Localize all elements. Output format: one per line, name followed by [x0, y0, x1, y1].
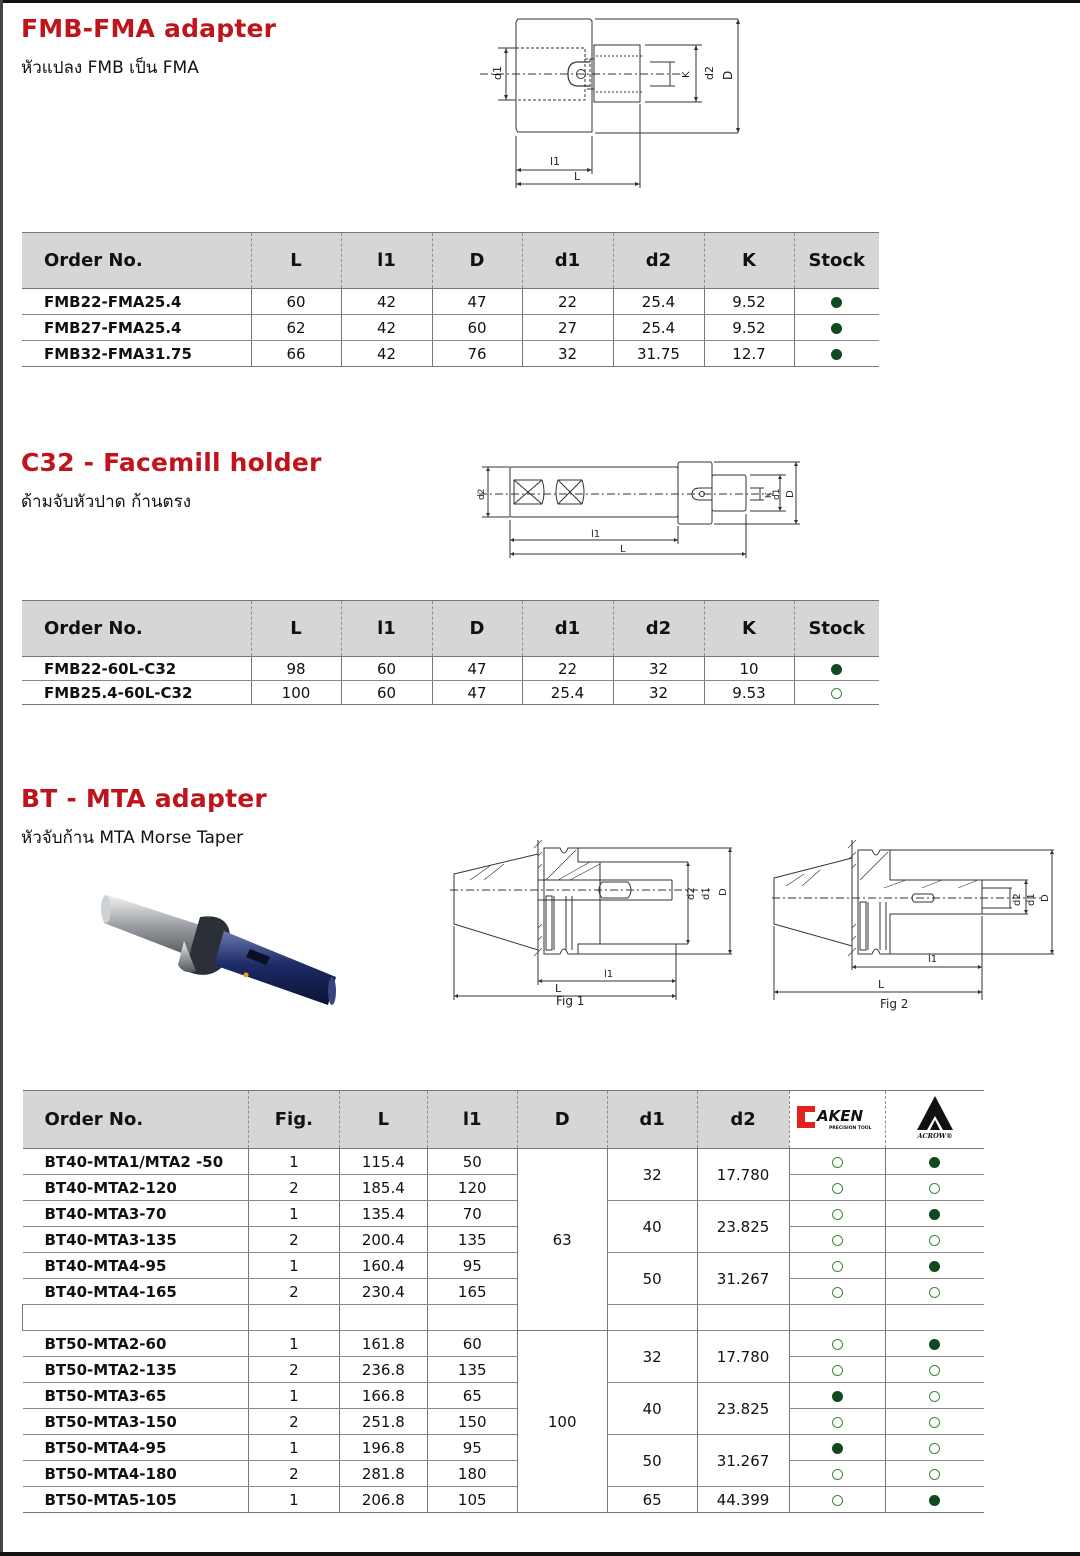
value-cell-k: 10	[704, 657, 794, 681]
drawing-label-d1: d1	[701, 887, 712, 900]
fig1-caption: Fig 1	[556, 994, 585, 1008]
stock-filled-circle-icon	[831, 323, 842, 334]
value-cell-l: 100	[251, 681, 341, 705]
stock-hollow-circle-icon	[929, 1235, 940, 1246]
value-cell-d1: 22	[522, 289, 613, 315]
table-header-row	[22, 233, 879, 289]
stock-hollow-circle-icon	[929, 1183, 940, 1194]
column-header-order-no-: Order No.	[22, 233, 251, 289]
stock-filled-circle-icon	[831, 349, 842, 360]
scan-border-bottom	[0, 1552, 1080, 1556]
stock-cell-caken	[789, 1149, 885, 1175]
column-header-stock: Stock	[794, 601, 879, 657]
value-cell-l: 60	[251, 289, 341, 315]
stock-cell-acrow	[885, 1331, 984, 1357]
stock-filled-circle-icon	[832, 1443, 843, 1454]
column-header-d: D	[517, 1091, 607, 1149]
stock-filled-circle-icon	[929, 1209, 940, 1220]
column-header-l: L	[251, 233, 341, 289]
stock-cell-acrow	[885, 1149, 984, 1175]
stock-cell-caken	[789, 1227, 885, 1253]
value-cell-l1: 135	[427, 1227, 517, 1253]
value-cell-fig: 2	[248, 1461, 339, 1487]
column-header-k: K	[704, 601, 794, 657]
table-row	[23, 1331, 985, 1357]
column-header-l1: l1	[341, 233, 432, 289]
order-number-cell: BT40-MTA4-95	[23, 1253, 249, 1279]
scan-border-top	[0, 0, 1080, 3]
drawing-label-L: L	[555, 982, 562, 995]
table-header-row	[22, 601, 879, 657]
value-cell-d2-merged: 44.399	[697, 1487, 789, 1513]
value-cell-l: 166.8	[339, 1383, 427, 1409]
drawing-label-d1: d1	[491, 66, 504, 80]
order-number-cell: BT50-MTA4-180	[23, 1461, 249, 1487]
bt-mta-product-photo	[100, 885, 340, 1015]
value-cell-l: 185.4	[339, 1175, 427, 1201]
value-cell-l: 135.4	[339, 1201, 427, 1227]
column-header-d2: d2	[697, 1091, 789, 1149]
brand-header-acrow	[885, 1091, 984, 1149]
spacer-cell-l1	[427, 1305, 517, 1331]
order-number-cell: BT50-MTA2-135	[23, 1357, 249, 1383]
drawing-label-D: D	[1040, 894, 1051, 902]
stock-cell-acrow	[885, 1175, 984, 1201]
table-row	[23, 1461, 985, 1487]
drawing-label-l1: l1	[550, 155, 561, 168]
spacer-cell-d1	[607, 1305, 697, 1331]
column-header-d1: d1	[522, 601, 613, 657]
value-cell-d2: 32	[613, 657, 704, 681]
value-cell-l1: 65	[427, 1383, 517, 1409]
table-row	[23, 1279, 985, 1305]
column-header-order-no-: Order No.	[22, 601, 251, 657]
section-subtitle-c32: ด้ามจับหัวปาด ก้านตรง	[21, 492, 192, 512]
value-cell-l: 66	[251, 341, 341, 367]
stock-hollow-circle-icon	[832, 1235, 843, 1246]
stock-hollow-circle-icon	[832, 1287, 843, 1298]
c32-technical-drawing	[474, 460, 804, 560]
value-cell-l1: 50	[427, 1149, 517, 1175]
value-cell-d1-merged: 50	[607, 1435, 697, 1487]
value-cell-k: 9.52	[704, 315, 794, 341]
table-row	[23, 1175, 985, 1201]
drawing-label-l1: l1	[928, 954, 938, 965]
drawing-label-L: L	[878, 978, 885, 991]
table-row	[23, 1253, 985, 1279]
value-cell-k: 9.53	[704, 681, 794, 705]
drawing-label-l1: l1	[604, 969, 614, 980]
order-number-cell: BT50-MTA5-105	[23, 1487, 249, 1513]
value-cell-d2: 25.4	[613, 315, 704, 341]
stock-cell-acrow	[885, 1383, 984, 1409]
column-header-l: L	[251, 601, 341, 657]
table-row	[23, 1383, 985, 1409]
stock-cell-caken	[789, 1383, 885, 1409]
drawing-label-d1: d1	[772, 488, 782, 500]
svg-text:AKEN: AKEN	[817, 1107, 864, 1125]
stock-cell-caken	[789, 1201, 885, 1227]
value-cell-fig: 1	[248, 1435, 339, 1461]
table-row	[22, 289, 879, 315]
stock-cell-caken	[789, 1409, 885, 1435]
stock-hollow-circle-icon	[832, 1183, 843, 1194]
stock-hollow-circle-icon	[832, 1417, 843, 1428]
value-cell-fig: 1	[248, 1383, 339, 1409]
value-cell-l: 62	[251, 315, 341, 341]
table-row	[22, 315, 879, 341]
fig2-caption: Fig 2	[880, 997, 909, 1011]
stock-filled-circle-icon	[929, 1339, 940, 1350]
spacer-cell-l	[339, 1305, 427, 1331]
bt-mta-fig2-drawing	[772, 840, 1057, 1015]
drawing-label-D: D	[785, 490, 796, 498]
stock-cell-caken	[789, 1487, 885, 1513]
order-number-cell: BT50-MTA3-65	[23, 1383, 249, 1409]
stock-hollow-circle-icon	[929, 1417, 940, 1428]
order-number-cell: FMB27-FMA25.4	[22, 315, 251, 341]
section-subtitle-fmb-fma: หัวแปลง FMB เป็น FMA	[21, 58, 199, 78]
section-title-bt-mta: BT - MTA adapter	[21, 784, 267, 813]
value-cell-d2-merged: 23.825	[697, 1201, 789, 1253]
value-cell-d1: 25.4	[522, 681, 613, 705]
section-title-fmb-fma: FMB-FMA adapter	[21, 14, 277, 43]
value-cell-l1: 42	[341, 315, 432, 341]
order-number-cell: BT40-MTA4-165	[23, 1279, 249, 1305]
drawing-label-k: K	[681, 71, 692, 78]
stock-cell-caken	[789, 1331, 885, 1357]
value-cell-l1: 180	[427, 1461, 517, 1487]
column-header-fig-: Fig.	[248, 1091, 339, 1149]
c32-spec-table	[22, 600, 879, 705]
value-cell-l: 230.4	[339, 1279, 427, 1305]
stock-cell	[794, 289, 879, 315]
value-cell-l: 98	[251, 657, 341, 681]
value-cell-l1: 165	[427, 1279, 517, 1305]
value-cell-d2: 32	[613, 681, 704, 705]
stock-cell-caken	[789, 1435, 885, 1461]
value-cell-l1: 150	[427, 1409, 517, 1435]
table-row	[23, 1149, 985, 1175]
column-header-d2: d2	[613, 233, 704, 289]
value-cell-d1: 22	[522, 657, 613, 681]
table-row	[23, 1201, 985, 1227]
drawing-label-k: K	[764, 492, 773, 498]
order-number-cell: FMB25.4-60L-C32	[22, 681, 251, 705]
value-cell-d2: 25.4	[613, 289, 704, 315]
value-cell-fig: 1	[248, 1149, 339, 1175]
acrow-logo-icon	[913, 1094, 957, 1140]
value-cell-l: 160.4	[339, 1253, 427, 1279]
value-cell-d2-merged: 31.267	[697, 1435, 789, 1487]
scan-border-left	[0, 0, 3, 1556]
value-cell-l: 200.4	[339, 1227, 427, 1253]
value-cell-fig: 2	[248, 1357, 339, 1383]
value-cell-d2: 31.75	[613, 341, 704, 367]
spacer-cell-acrow	[885, 1305, 984, 1331]
spacer-cell-d2	[697, 1305, 789, 1331]
value-cell-l: 161.8	[339, 1331, 427, 1357]
value-cell-l1: 60	[341, 657, 432, 681]
column-header-order-no-: Order No.	[23, 1091, 249, 1149]
order-number-cell: BT40-MTA3-70	[23, 1201, 249, 1227]
value-cell-d-merged: 63	[517, 1149, 607, 1331]
stock-hollow-circle-icon	[832, 1469, 843, 1480]
table-row	[23, 1409, 985, 1435]
value-cell-l1: 95	[427, 1253, 517, 1279]
stock-cell	[794, 681, 879, 705]
order-number-cell: BT40-MTA3-135	[23, 1227, 249, 1253]
value-cell-d2-merged: 31.267	[697, 1253, 789, 1305]
value-cell-d-merged: 100	[517, 1331, 607, 1513]
value-cell-d2-merged: 17.780	[697, 1149, 789, 1201]
order-number-cell: BT40-MTA1/MTA2 -50	[23, 1149, 249, 1175]
column-header-d: D	[432, 233, 522, 289]
table-row	[22, 341, 879, 367]
value-cell-l1: 60	[341, 681, 432, 705]
value-cell-k: 9.52	[704, 289, 794, 315]
stock-cell	[794, 315, 879, 341]
stock-filled-circle-icon	[831, 664, 842, 675]
table-row	[23, 1435, 985, 1461]
stock-filled-circle-icon	[929, 1261, 940, 1272]
column-header-d1: d1	[522, 233, 613, 289]
value-cell-fig: 1	[248, 1331, 339, 1357]
stock-filled-circle-icon	[929, 1157, 940, 1168]
stock-cell-caken	[789, 1279, 885, 1305]
stock-cell	[794, 657, 879, 681]
column-header-d: D	[432, 601, 522, 657]
value-cell-fig: 2	[248, 1175, 339, 1201]
stock-cell-acrow	[885, 1409, 984, 1435]
value-cell-d1-merged: 50	[607, 1253, 697, 1305]
value-cell-l: 206.8	[339, 1487, 427, 1513]
order-number-cell: BT40-MTA2-120	[23, 1175, 249, 1201]
stock-cell-acrow	[885, 1279, 984, 1305]
fmb-fma-spec-table	[22, 232, 879, 367]
order-number-cell: FMB22-60L-C32	[22, 657, 251, 681]
svg-text:ACROW®: ACROW®	[917, 1132, 953, 1140]
value-cell-d: 47	[432, 657, 522, 681]
value-cell-l1: 42	[341, 289, 432, 315]
stock-cell-caken	[789, 1175, 885, 1201]
stock-cell-acrow	[885, 1357, 984, 1383]
value-cell-fig: 2	[248, 1279, 339, 1305]
spacer-cell-fig	[248, 1305, 339, 1331]
value-cell-fig: 1	[248, 1253, 339, 1279]
value-cell-l1: 70	[427, 1201, 517, 1227]
value-cell-l1: 42	[341, 341, 432, 367]
value-cell-l: 115.4	[339, 1149, 427, 1175]
stock-cell	[794, 341, 879, 367]
stock-hollow-circle-icon	[832, 1261, 843, 1272]
stock-hollow-circle-icon	[832, 1157, 843, 1168]
column-header-l: L	[339, 1091, 427, 1149]
value-cell-d1-merged: 65	[607, 1487, 697, 1513]
stock-hollow-circle-icon	[929, 1391, 940, 1402]
drawing-label-D: D	[718, 888, 729, 896]
value-cell-k: 12.7	[704, 341, 794, 367]
drawing-label-d2: d2	[686, 887, 697, 900]
stock-cell-acrow	[885, 1253, 984, 1279]
value-cell-l1: 60	[427, 1331, 517, 1357]
stock-cell-caken	[789, 1253, 885, 1279]
spacer-cell-caken	[789, 1305, 885, 1331]
stock-hollow-circle-icon	[929, 1365, 940, 1376]
table-row	[23, 1487, 985, 1513]
stock-hollow-circle-icon	[929, 1443, 940, 1454]
value-cell-l1: 105	[427, 1487, 517, 1513]
table-row	[23, 1357, 985, 1383]
drawing-label-d2: d2	[703, 66, 716, 80]
stock-hollow-circle-icon	[832, 1365, 843, 1376]
drawing-label-D: D	[721, 70, 735, 80]
drawing-label-l1: l1	[591, 529, 601, 540]
column-header-l1: l1	[341, 601, 432, 657]
drawing-label-d2: d2	[1012, 893, 1023, 906]
table-row	[22, 681, 879, 705]
value-cell-d1-merged: 40	[607, 1201, 697, 1253]
bt-mta-spec-table	[22, 1090, 984, 1513]
value-cell-d1: 27	[522, 315, 613, 341]
stock-hollow-circle-icon	[929, 1469, 940, 1480]
caken-logo-icon	[793, 1102, 881, 1132]
drawing-label-d1: d1	[1026, 893, 1037, 906]
stock-hollow-circle-icon	[929, 1287, 940, 1298]
order-number-cell: BT50-MTA3-150	[23, 1409, 249, 1435]
stock-hollow-circle-icon	[832, 1209, 843, 1220]
stock-cell-caken	[789, 1461, 885, 1487]
table-row	[22, 657, 879, 681]
table-header-row	[23, 1091, 985, 1149]
value-cell-d1-merged: 40	[607, 1383, 697, 1435]
order-number-cell: FMB32-FMA31.75	[22, 341, 251, 367]
value-cell-l: 236.8	[339, 1357, 427, 1383]
stock-cell-acrow	[885, 1201, 984, 1227]
stock-cell-caken	[789, 1357, 885, 1383]
stock-cell-acrow	[885, 1227, 984, 1253]
column-header-k: K	[704, 233, 794, 289]
value-cell-fig: 1	[248, 1487, 339, 1513]
svg-text:PRECISION TOOL: PRECISION TOOL	[829, 1126, 872, 1131]
table-spacer-row	[23, 1305, 985, 1331]
stock-hollow-circle-icon	[831, 688, 842, 699]
section-subtitle-bt-mta: หัวจับก้าน MTA Morse Taper	[21, 828, 244, 848]
stock-filled-circle-icon	[831, 297, 842, 308]
drawing-label-d2: d2	[477, 488, 487, 500]
value-cell-d: 60	[432, 315, 522, 341]
column-header-l1: l1	[427, 1091, 517, 1149]
value-cell-l: 251.8	[339, 1409, 427, 1435]
stock-filled-circle-icon	[832, 1391, 843, 1402]
column-header-d2: d2	[613, 601, 704, 657]
stock-cell-acrow	[885, 1487, 984, 1513]
bt-mta-fig1-drawing	[450, 840, 735, 1015]
drawing-label-L: L	[574, 170, 581, 183]
stock-cell-acrow	[885, 1461, 984, 1487]
value-cell-fig: 2	[248, 1227, 339, 1253]
fmb-fma-technical-drawing	[470, 12, 750, 192]
brand-header-caken	[789, 1091, 885, 1149]
stock-cell-acrow	[885, 1435, 984, 1461]
section-title-c32: C32 - Facemill holder	[21, 448, 322, 477]
value-cell-d: 47	[432, 289, 522, 315]
value-cell-l: 281.8	[339, 1461, 427, 1487]
value-cell-d: 76	[432, 341, 522, 367]
value-cell-fig: 1	[248, 1201, 339, 1227]
value-cell-fig: 2	[248, 1409, 339, 1435]
value-cell-l1: 95	[427, 1435, 517, 1461]
spacer-cell-order	[23, 1305, 249, 1331]
value-cell-d: 47	[432, 681, 522, 705]
order-number-cell: BT50-MTA2-60	[23, 1331, 249, 1357]
order-number-cell: FMB22-FMA25.4	[22, 289, 251, 315]
column-header-d1: d1	[607, 1091, 697, 1149]
order-number-cell: BT50-MTA4-95	[23, 1435, 249, 1461]
stock-filled-circle-icon	[929, 1495, 940, 1506]
drawing-label-L: L	[620, 544, 626, 555]
value-cell-d1-merged: 32	[607, 1331, 697, 1383]
value-cell-d1-merged: 32	[607, 1149, 697, 1201]
stock-hollow-circle-icon	[832, 1339, 843, 1350]
table-row	[23, 1227, 985, 1253]
value-cell-l1: 120	[427, 1175, 517, 1201]
stock-hollow-circle-icon	[832, 1495, 843, 1506]
value-cell-d1: 32	[522, 341, 613, 367]
value-cell-l: 196.8	[339, 1435, 427, 1461]
value-cell-l1: 135	[427, 1357, 517, 1383]
value-cell-d2-merged: 17.780	[697, 1331, 789, 1383]
column-header-stock: Stock	[794, 233, 879, 289]
value-cell-d2-merged: 23.825	[697, 1383, 789, 1435]
